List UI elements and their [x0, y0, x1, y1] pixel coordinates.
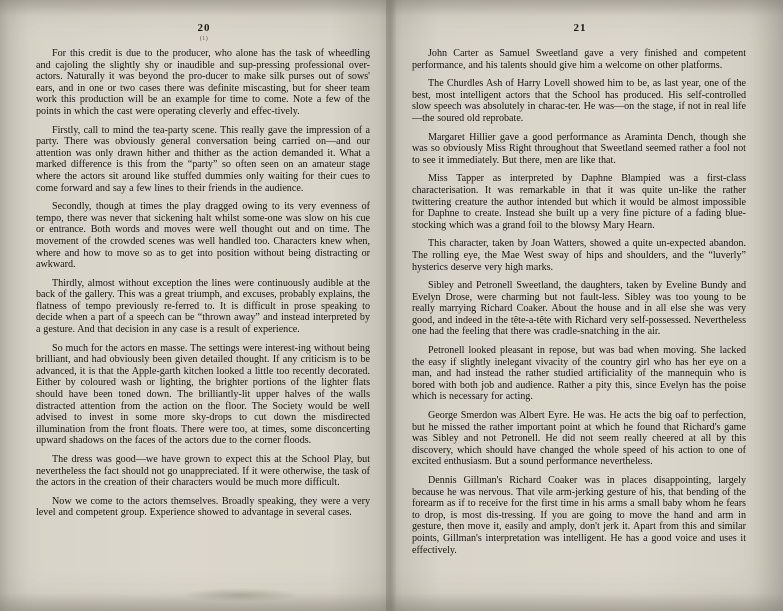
left-page-body [34, 48, 374, 519]
paragraph: Secondly, though at times the play dragged owing to its very evenness of tempo, there was never that sickening halt whilst some-one was slow on his cue or entrance. Both words and moves were well thought out and on time. The movement of the crowded scenes was well handled too. Characters knew when, where and how to move so as to get into position without being distracting or awkward. [36, 201, 370, 271]
paragraph: The dress was good—we have grown to expect this at the School Play, but nevertheless the fact should not go unappreciated. If it were otherwise, the task of the actors in the creation of their characters would be much more difficult. [36, 454, 370, 489]
page-number-right-sub [410, 36, 750, 44]
book-spine [386, 0, 396, 611]
paragraph: This character, taken by Joan Watters, showed a quite un-expected abandon. The rolling eye, the Mae West sway of hips and shoulders, and the “luverly” hysterics deserve very high marks. [412, 238, 746, 273]
paragraph-last: Dennis Gillman's Richard Coaker was in places disappointing, largely because he was nervous. That vile arm-jerking gesture of his, that bending of the forearm as if to receive for the first time in his arms a small baby whom he fears to drop, is most dis-tressing. If you are going to move the hand and arm in gesture, then move it, easily and amply, don't jerk it. Apart from this and similar points, Gillman's interpretation was intelligent. He has a good voice and uses it effectively. [412, 475, 746, 556]
paragraph: George Smerdon was Albert Eyre. He was. He acts the big oaf to perfection, but he missed the rather important point at which he found that Richard's game was Sibley and not Petronell. He did not seem really cheered at all by this discovery, which should have changed the whole speed of his action to one of excited enthusiasm. But a sound performance nevertheless. [412, 410, 746, 468]
right-page-body [410, 48, 750, 556]
paragraph: Thirdly, almost without exception the lines were continuously audible at the back of the gallery. This was a great triumph, and excuses, probably explains, the flatness of tempo previously re-ferred to. It is difficult in prose speaking to decide when a part of a speech can be “thrown away” and instead interpreted by a gesture. And that decision in any case is a result of experience. [36, 277, 370, 336]
page-number-right: 21 [573, 22, 587, 34]
right-page [410, 0, 750, 611]
paragraph: Sibley and Petronell Sweetland, the daughters, taken by Eveline Bundy and Evelyn Drose, were charming but not fault-less. Sibley was too young to be really marrying Richard Coaker. About the house and in all else she was very good, and indeed in the tête-a-tête with Richard very self-possessed. Nevertheless one had the feeling that there was cradle-snatching in the air. [412, 280, 746, 338]
paragraph: Miss Tapper as interpreted by Daphne Blampied was a first-class characterisation. It was remarkable in that it was quite un-like the rather twittering creature the author intended but which it would be almost impossible for Daphne to create. Instead she built up a very fine picture of a fading blue-stocking which was a grand foil to the blowsy Mary Hearn. [412, 173, 746, 231]
paragraph: Petronell looked pleasant in repose, but was bad when moving. She lacked the easy if slightly inelegant vivacity of the country girl who has her eye on a man, and had instead the rather studied artificiality of the mannequin who is bored with both job and audience. Rather a pity this, since Evelyn has the poise which is necessary for acting. [412, 345, 746, 403]
paragraph: John Carter as Samuel Sweetland gave a very finished and competent performance, and his talents should give him a welcome on other platforms. [412, 48, 746, 71]
page-number-left-sub: (1) [199, 36, 209, 42]
left-page [34, 0, 374, 611]
page-number-left: 20 [197, 22, 211, 34]
paragraph: For this credit is due to the producer, who alone has the task of wheedling and cajoling the slightly shy or inaudible and sup-pressing professional over-actors. Naturally it was beyond the pro-ducer to make silk purses out of sows' ears, and in one or two cases there was definite miscasting, but for sheer team work this production will be an example for time to come. Note a few of the points in which the cast were operating cleverly and effec-tively. [36, 48, 370, 117]
paragraph: The Churdles Ash of Harry Lovell showed him to be, as last year, one of the best, most intelligent actors that the School has produced. His self-controlled slow speech was absolutely in charac-ter. He was—on the stage, if not in real life—the soured old reprobate. [412, 78, 746, 124]
paragraph: Now we come to the actors themselves. Broadly speaking, they were a very level and competent group. Experience showed to advantage in several cases. [36, 495, 370, 519]
paragraph: Firstly, call to mind the tea-party scene. This really gave the impression of a party. There was obviously general conversation being carried on—and our attention was only drawn hither and thither as the action demanded it. What a marked difference is this from the “party” so often seen on an amateur stage where the actors sit around like stuffed dummies only waiting for their cues to come forward and say a few lines to their friends in the audience. [36, 124, 370, 194]
paragraph: Margaret Hillier gave a good performance as Araminta Dench, though she was so obviously Miss Right throughout that Sweetland seemed rather a fool not to see it immediately. But there, men are like that. [412, 131, 746, 166]
paragraph: So much for the actors en masse. The settings were interest-ing without being brilliant, and had obviously been given detailed thought. If any criticism is to be advanced, it is that the Apple-garth kitchen looked a little too recently decorated. Either by coloured wash or lighting, the brighter portions of the lighter flats should have been toned down. The brilliantly-lit upper halves of the walls distracted attention from the action on the floor. The Society would be well advised to invest in some more sky-drops to cut down the misdirected illumination from the front floats. There were too, at times, some disconcerting upward shadows on the faces of the actors due to the corner floods. [36, 342, 370, 447]
